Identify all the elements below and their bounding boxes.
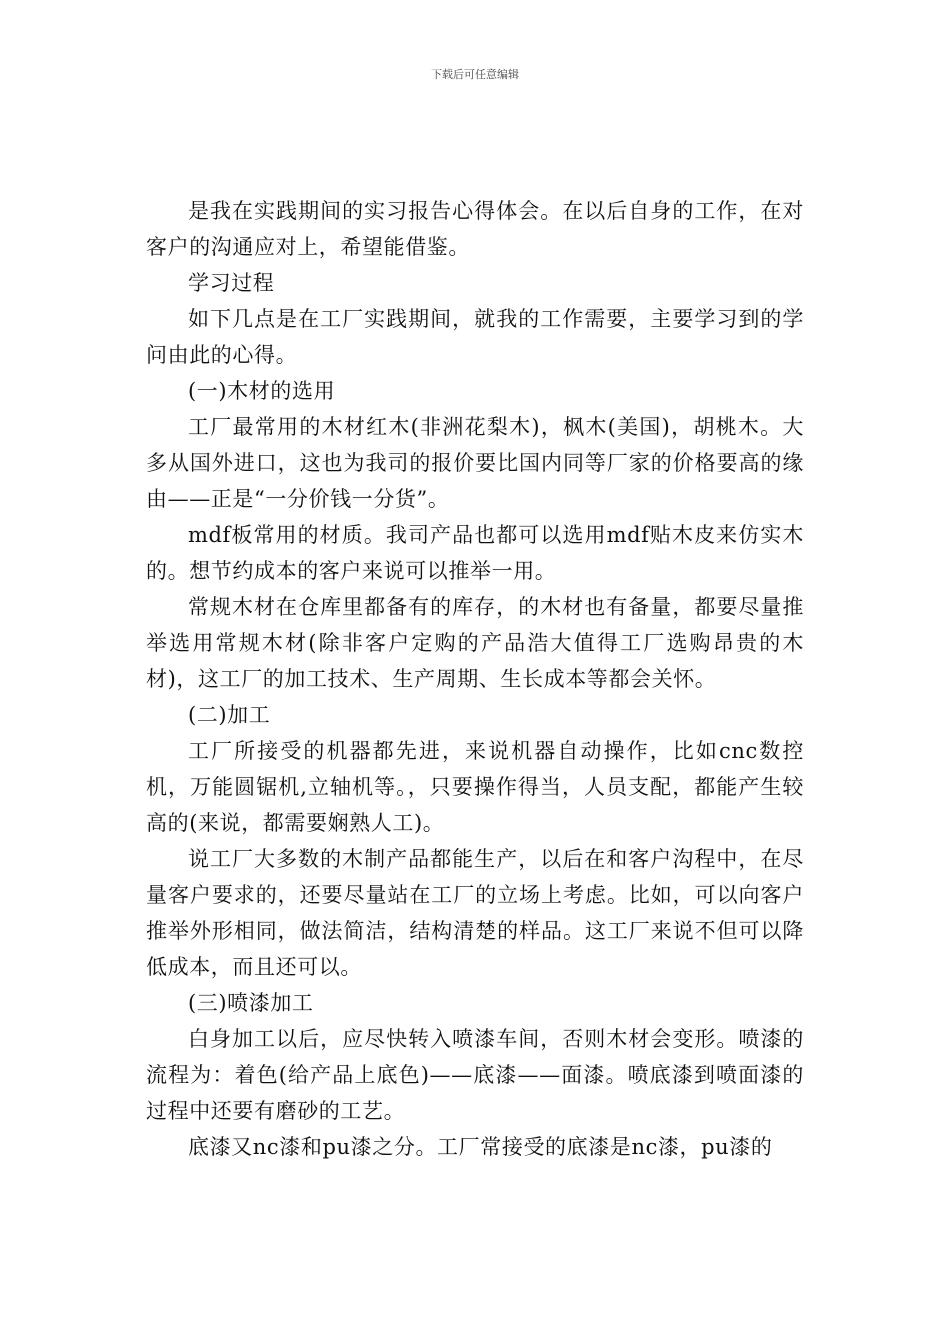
paragraph-client-communication: 说工厂大多数的木制产品都能生产，以后在和客户沟程中，在尽量客户要求的，还要尽量站在工厂的立场上考虑。比如，可以向客户推举外形相同，做法简洁，结构清楚的样品。这工厂来说不但可以降低成本，而且还可以。 bbox=[146, 847, 804, 979]
paragraph-primer-types: 底漆又nc漆和pu漆之分。工厂常接受的底漆是nc漆，pu漆的 bbox=[188, 1135, 773, 1159]
section-heading-learning-process: 学习过程 bbox=[188, 271, 275, 295]
section-heading-painting: (三)喷漆加工 bbox=[188, 991, 314, 1015]
paragraph-wood-types: 工厂最常用的木材红木(非洲花梨木)，枫木(美国)，胡桃木。大多从国外进口，这也为我司的报价要比国内同等厂家的价格要高的缘由——正是“一分价钱一分货”。 bbox=[146, 415, 804, 511]
paragraph-intro: 是我在实践期间的实习报告心得体会。在以后自身的工作，在对客户的沟通应对上，希望能借鉴。 bbox=[146, 199, 804, 259]
section-heading-processing: (二)加工 bbox=[188, 703, 271, 727]
paragraph-mdf: mdf板常用的材质。我司产品也都可以选用mdf贴木皮来仿实木的。想节约成本的客户来说可以推举一用。 bbox=[146, 523, 804, 583]
paragraph-learning-intro: 如下几点是在工厂实践期间，就我的工作需要，主要学习到的学问由此的心得。 bbox=[146, 307, 804, 367]
section-heading-wood-selection: (一)木材的选用 bbox=[188, 379, 336, 403]
document-body bbox=[146, 193, 804, 1165]
paragraph-regular-wood: 常规木材在仓库里都备有的库存，的木材也有备量，都要尽量推举选用常规木材(除非客户定购的产品浩大值得工厂选购昂贵的木材)，这工厂的加工技术、生产周期、生长成本等都会关怀。 bbox=[146, 595, 804, 691]
paragraph-machines: 工厂所接受的机器都先进，来说机器自动操作，比如cnc数控机，万能圆锯机,立轴机等。，只要操作得当，人员支配，都能产生较高的(来说，都需要娴熟人工)。 bbox=[146, 739, 804, 835]
paragraph-paint-process: 白身加工以后，应尽快转入喷漆车间，否则木材会变形。喷漆的流程为：着色(给产品上底色)——底漆——面漆。喷底漆到喷面漆的过程中还要有磨砂的工艺。 bbox=[146, 1027, 804, 1123]
page-header: 下载后可任意编辑 bbox=[431, 68, 519, 81]
